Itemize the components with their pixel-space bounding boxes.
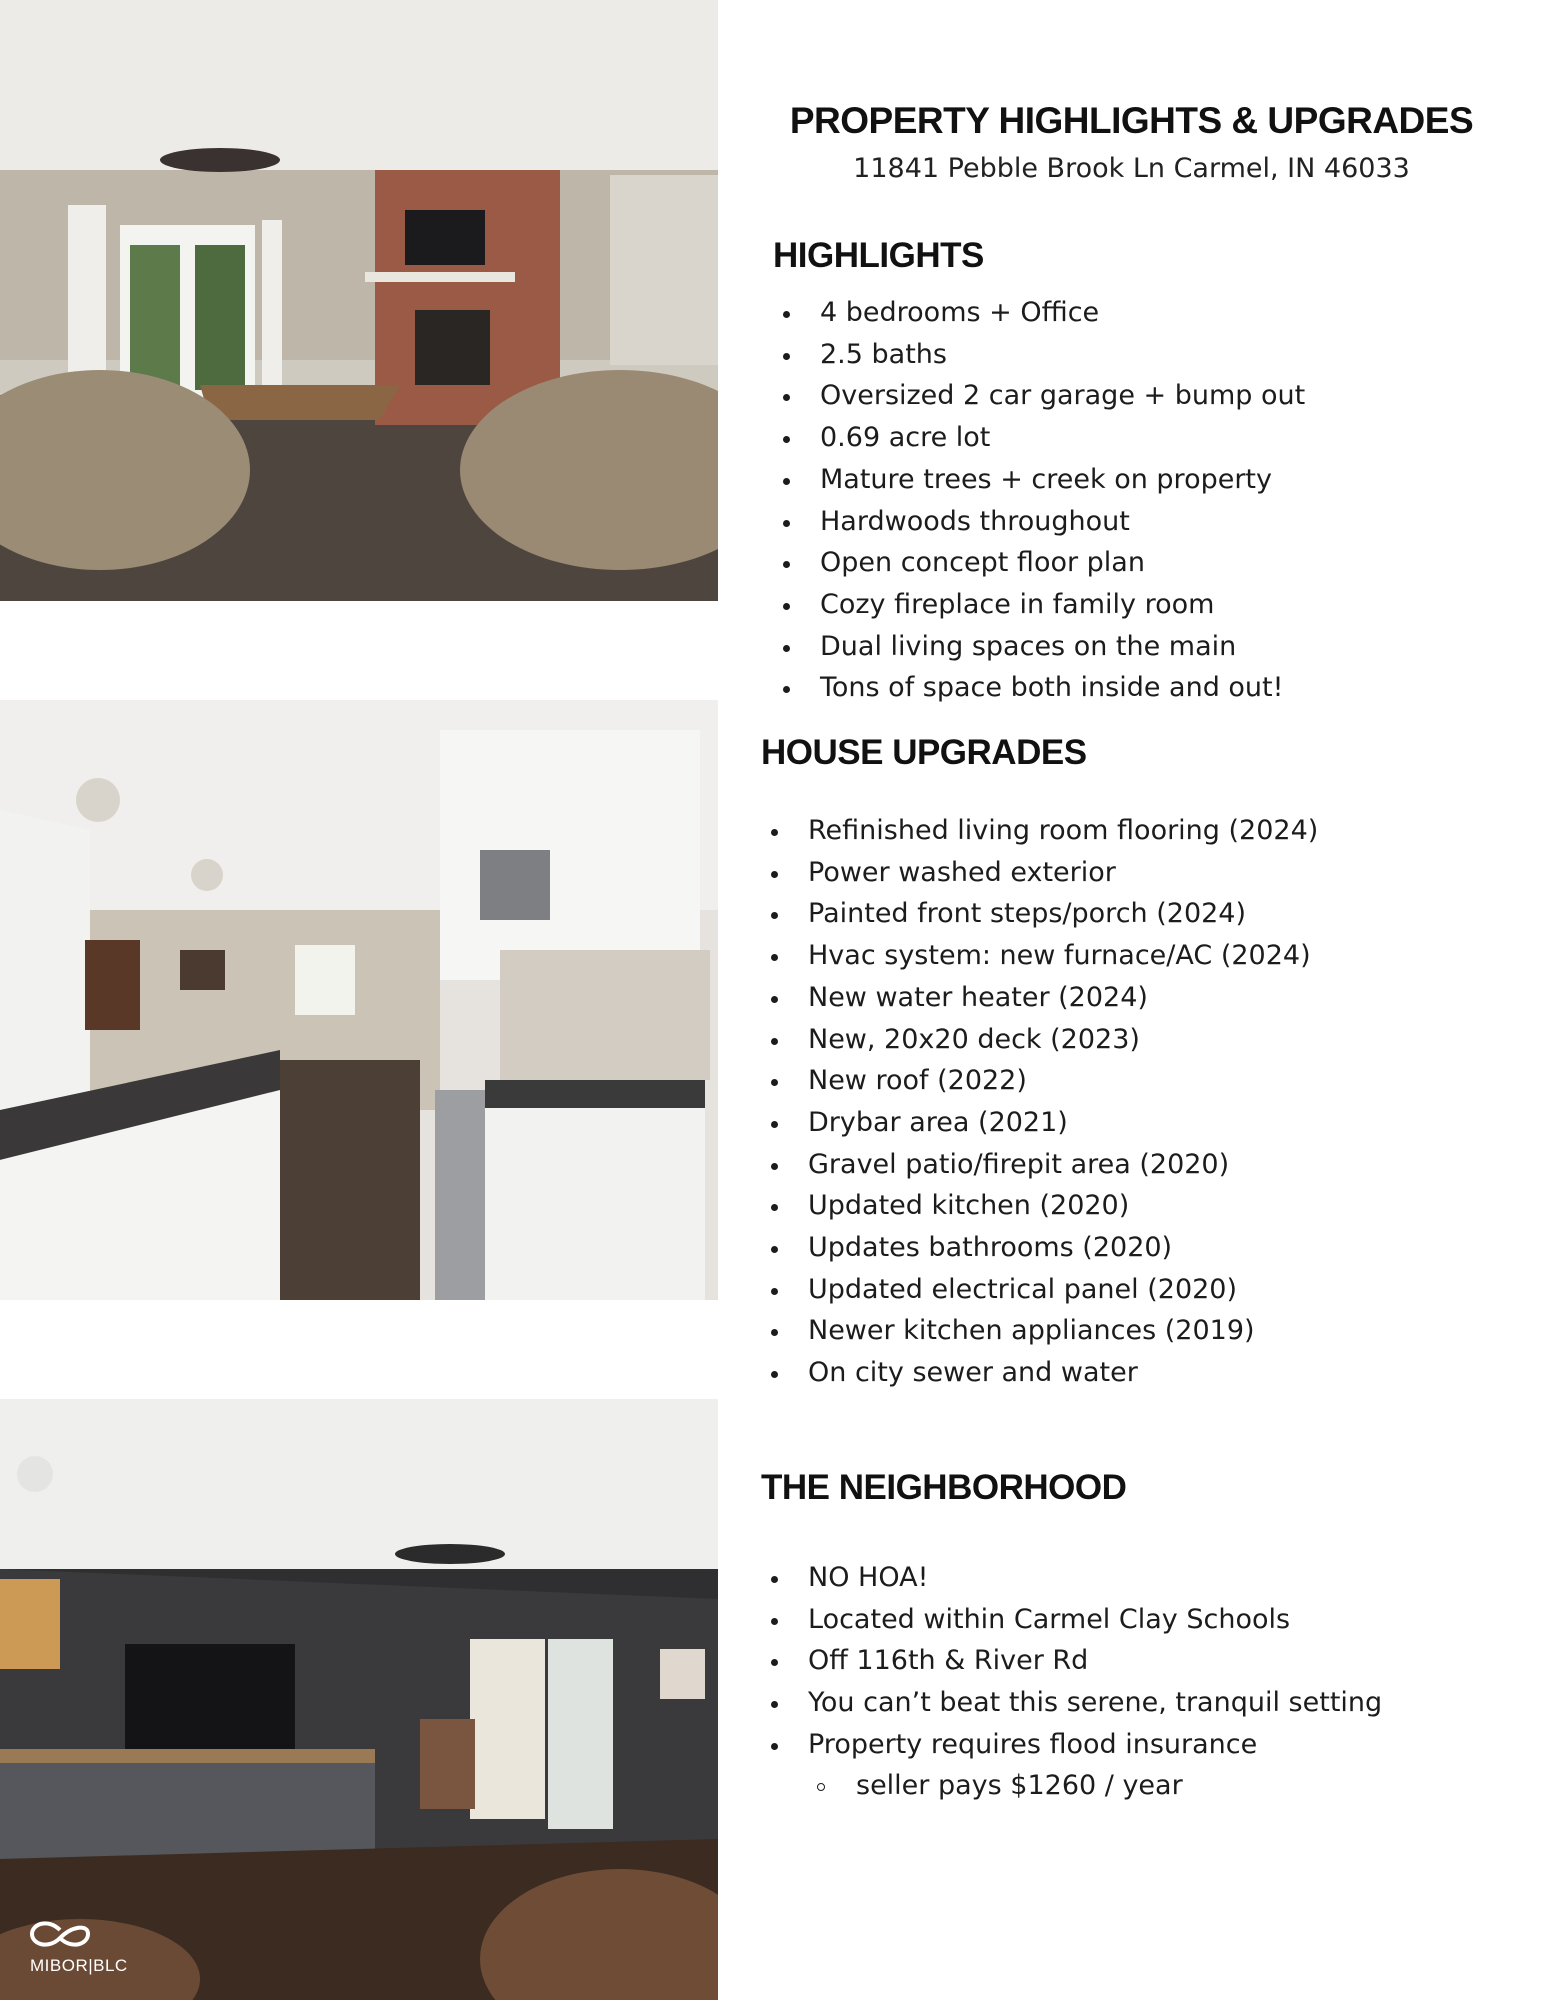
highlights-list bbox=[773, 292, 1305, 709]
list-item: Updated electrical panel (2020) bbox=[761, 1269, 1318, 1311]
list-item: Hardwoods throughout bbox=[773, 501, 1305, 543]
neighborhood-heading: THE NEIGHBORHOOD bbox=[761, 1468, 1127, 1507]
list-item: New, 20x20 deck (2023) bbox=[761, 1019, 1318, 1061]
list-item: NO HOA! bbox=[761, 1557, 1382, 1599]
list-item: Dual living spaces on the main bbox=[773, 626, 1305, 668]
list-item: 2.5 baths bbox=[773, 334, 1305, 376]
list-item: Painted front steps/porch (2024) bbox=[761, 893, 1318, 935]
list-item: On city sewer and water bbox=[761, 1352, 1318, 1394]
list-item: Mature trees + creek on property bbox=[773, 459, 1305, 501]
property-address: 11841 Pebble Brook Ln Carmel, IN 46033 bbox=[853, 153, 1410, 184]
neighborhood-list bbox=[761, 1557, 1382, 1766]
sub-list-item: seller pays $1260 / year bbox=[761, 1765, 1183, 1807]
list-item: 4 bedrooms + Office bbox=[773, 292, 1305, 334]
list-item: Oversized 2 car garage + bump out bbox=[773, 375, 1305, 417]
list-item: Drybar area (2021) bbox=[761, 1102, 1318, 1144]
highlights-heading: HIGHLIGHTS bbox=[773, 236, 984, 275]
list-item: Cozy fireplace in family room bbox=[773, 584, 1305, 626]
list-item: Open concept floor plan bbox=[773, 542, 1305, 584]
list-item: Newer kitchen appliances (2019) bbox=[761, 1310, 1318, 1352]
list-item: Refinished living room flooring (2024) bbox=[761, 810, 1318, 852]
kitchen-photo bbox=[0, 700, 718, 1300]
list-item: New roof (2022) bbox=[761, 1060, 1318, 1102]
list-item: Located within Carmel Clay Schools bbox=[761, 1599, 1382, 1641]
neighborhood-sub-list bbox=[761, 1765, 1183, 1807]
list-item: Off 116th & River Rd bbox=[761, 1640, 1382, 1682]
list-item: Hvac system: new furnace/AC (2024) bbox=[761, 935, 1318, 977]
list-item: You can’t beat this serene, tranquil setting bbox=[761, 1682, 1382, 1724]
logo-text: MIBOR|BLC bbox=[30, 1956, 128, 1975]
upgrades-heading: HOUSE UPGRADES bbox=[761, 733, 1087, 772]
upgrades-list bbox=[761, 810, 1318, 1394]
list-item: Updates bathrooms (2020) bbox=[761, 1227, 1318, 1269]
page-title: PROPERTY HIGHLIGHTS & UPGRADES bbox=[789, 100, 1474, 141]
list-item: Power washed exterior bbox=[761, 852, 1318, 894]
list-item: Property requires flood insurance bbox=[761, 1724, 1382, 1766]
list-item: Tons of space both inside and out! bbox=[773, 667, 1305, 709]
list-item: 0.69 acre lot bbox=[773, 417, 1305, 459]
list-item: New water heater (2024) bbox=[761, 977, 1318, 1019]
list-item: Updated kitchen (2020) bbox=[761, 1185, 1318, 1227]
list-item: Gravel patio/firepit area (2020) bbox=[761, 1144, 1318, 1186]
living-room-photo bbox=[0, 0, 718, 601]
